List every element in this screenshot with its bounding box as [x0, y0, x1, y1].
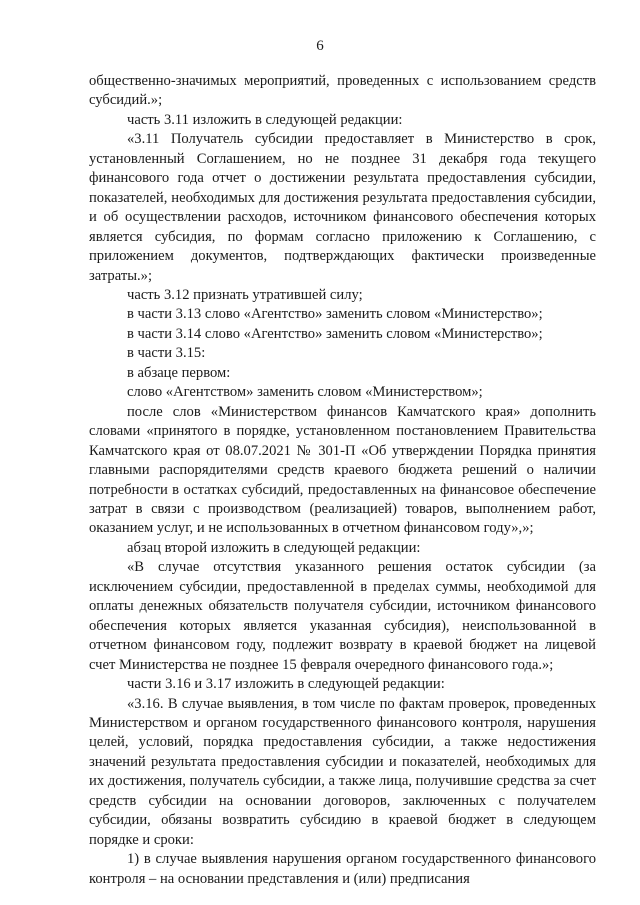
paragraph: в части 3.15:	[127, 345, 206, 362]
paragraph: часть 3.11 изложить в следующей редакции:	[127, 111, 403, 128]
paragraph: абзац второй изложить в следующей редакции:	[127, 539, 421, 556]
paragraph: части 3.16 и 3.17 изложить в следующей редакции:	[127, 676, 445, 693]
page-number: 6	[316, 38, 324, 54]
paragraph: часть 3.12 признать утратившей силу;	[127, 286, 363, 303]
paragraph: общественно-значимых мероприятий, проведенных с использованием средств субсидий.»;	[89, 73, 596, 109]
paragraph: в части 3.14 слово «Агентство» заменить словом «Министерство»;	[127, 325, 543, 342]
document-body	[89, 72, 596, 889]
paragraph: после слов «Министерством финансов Камчатского края» дополнить словами «принятого в порядке, установленном постановлением Правительства Камчатского края от 08.07.2021 № 301-П «Об утверждении Порядка принятия главными распорядителями средств краевого бюджета решений о наличии потребности в остатках субсидий, предоставленных на финансовое обеспечение затрат в связи с производством (реализацией) товаров, выполнением работ, оказанием услуг, и не использованных в отчетном финансовом году»,»;	[89, 403, 596, 537]
paragraph: слово «Агентством» заменить словом «Министерством»;	[127, 384, 483, 401]
paragraph: в абзаце первом:	[127, 364, 231, 381]
paragraph: «В случае отсутствия указанного решения остаток субсидии (за исключением субсидии, предоставленной в пределах суммы, необходимой для оплаты денежных обязательств получателя субсидии, источником финансового обеспечения которых является указанная субсидия), неиспользованной в отчетном финансовом году, подлежит возврату в краевой бюджет на лицевой счет Министерства не позднее 15 февраля очередного финансового года.»;	[89, 559, 596, 673]
paragraph: 1) в случае выявления нарушения органом государственного финансового контроля – на основании представления и (или) предписания	[89, 851, 596, 887]
paragraph: «3.16. В случае выявления, в том числе по фактам проверок, проведенных Министерством и органом государственного финансового контроля, нарушения целей, условий, порядка предоставления субсидии, а также недостижения значений результата предоставления субсидии и показателей, необходимых для их достижения, получатель субсидии, а также лица, получившие средства за счет средств субсидии на основании договоров, заключенных с получателем субсидии, обязаны возвратить субсидию в краевой бюджет в следующем порядке и сроки:	[89, 695, 596, 848]
paragraph: «3.11 Получатель субсидии предоставляет в Министерство в срок, установленный Соглашением, но не позднее 31 декабря года текущего финансового года отчет о достижении результата предоставления субсидии, показателей, необходимых для достижения результата предоставления субсидии, и об осуществлении расходов, источником финансового обеспечения которых является субсидия, по формам согласно приложению к Соглашению, с приложением документов, подтверждающих фактически произведенные затраты.»;	[89, 131, 596, 284]
paragraph: в части 3.13 слово «Агентство» заменить словом «Министерство»;	[127, 306, 543, 323]
